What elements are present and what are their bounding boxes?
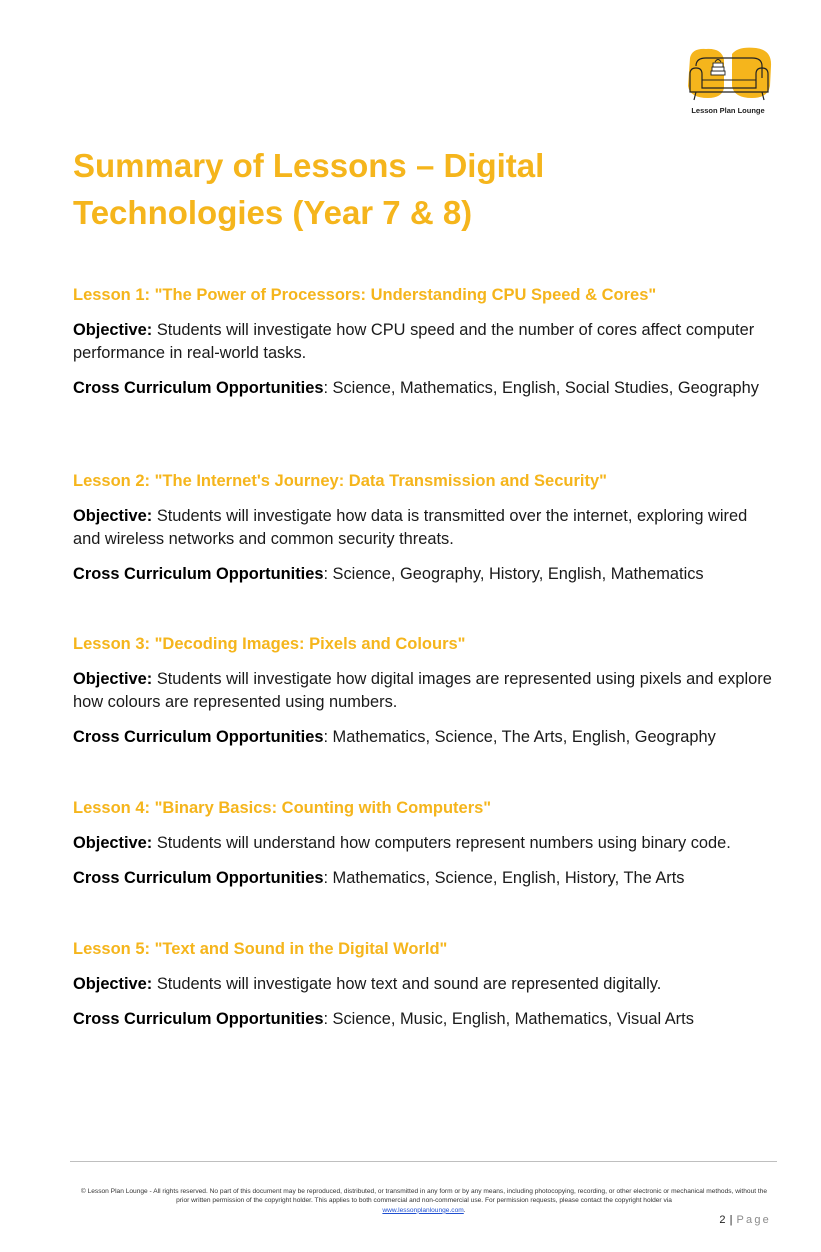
cross-curriculum-text: : Science, Geography, History, English, Mathematics: [323, 565, 704, 583]
cross-curriculum-text: : Mathematics, Science, The Arts, English, Geography: [323, 728, 716, 746]
objective-label: Objective:: [73, 975, 153, 993]
lesson-heading: Lesson 3: "Decoding Images: Pixels and Colours": [73, 635, 466, 653]
logo-brand-name: Lesson Plan Lounge: [691, 106, 765, 115]
footer-divider: [70, 1161, 777, 1162]
lesson-cross-curriculum: [73, 726, 773, 749]
cross-curriculum-text: : Science, Music, English, Mathematics, Visual Arts: [323, 1010, 694, 1028]
page-number: [719, 1214, 771, 1226]
lesson-objective: [73, 973, 773, 996]
lesson-section: [73, 634, 773, 749]
cross-curriculum-label: Cross Curriculum Opportunities: [73, 869, 324, 887]
lesson-section: [73, 471, 773, 586]
lesson-cross-curriculum: [73, 1008, 773, 1031]
objective-text: Students will investigate how text and sound are represented digitally.: [156, 975, 662, 993]
lesson-objective: [73, 832, 773, 855]
lesson-heading: Lesson 1: "The Power of Processors: Understanding CPU Speed & Cores": [73, 286, 657, 304]
copyright-text: © Lesson Plan Lounge - All rights reserved. No part of this document may be reproduced, distributed, or transmitted in any form or by any means, including photocopying, recording, or other electronic or mechanical methods, without the prior written permission of the copyright holder. This applies to both commercial and non-commercial use. For permission requests, please contact the copyright holder via: [80, 1188, 768, 1205]
objective-label: Objective:: [73, 670, 153, 688]
cross-curriculum-label: Cross Curriculum Opportunities: [73, 565, 324, 583]
lesson-cross-curriculum: [73, 867, 773, 890]
sofa-logo-icon: [682, 44, 774, 106]
objective-text: Students will investigate how CPU speed and the number of cores affect computer performance in real-world tasks.: [73, 321, 755, 362]
lesson-heading: Lesson 5: "Text and Sound in the Digital World": [73, 940, 448, 958]
page-title: Summary of Lessons – Digital Technologies (Year 7 & 8): [73, 147, 545, 231]
cross-curriculum-label: Cross Curriculum Opportunities: [73, 728, 324, 746]
objective-label: Objective:: [73, 507, 153, 525]
copyright-period: .: [463, 1206, 466, 1214]
cross-curriculum-text: : Mathematics, Science, English, History, The Arts: [323, 869, 685, 887]
lesson-section: [73, 939, 773, 1031]
page-label: Page: [736, 1214, 771, 1226]
lesson-section: [73, 285, 773, 400]
lesson-heading: Lesson 2: "The Internet's Journey: Data Transmission and Security": [73, 472, 607, 490]
lesson-objective: [73, 319, 773, 365]
lesson-objective: [73, 668, 773, 714]
page-separator: |: [729, 1214, 733, 1226]
brand-logo: [676, 44, 780, 118]
objective-label: Objective:: [73, 834, 153, 852]
lesson-cross-curriculum: [73, 563, 773, 586]
objective-text: Students will understand how computers represent numbers using binary code.: [156, 834, 731, 852]
objective-text: Students will investigate how digital images are represented using pixels and explore how colours are represented using numbers.: [73, 670, 772, 711]
copyright-notice: [78, 1187, 770, 1215]
lesson-section: [73, 798, 773, 890]
objective-text: Students will investigate how data is transmitted over the internet, exploring wired and wireless networks and common security threats.: [73, 507, 748, 548]
website-link[interactable]: www.lessonplanlounge.com: [382, 1206, 464, 1214]
page-number-value: 2: [719, 1214, 726, 1226]
objective-label: Objective:: [73, 321, 153, 339]
cross-curriculum-label: Cross Curriculum Opportunities: [73, 379, 324, 397]
cross-curriculum-label: Cross Curriculum Opportunities: [73, 1010, 324, 1028]
lesson-objective: [73, 505, 773, 551]
cross-curriculum-text: : Science, Mathematics, English, Social Studies, Geography: [323, 379, 759, 397]
lesson-heading: Lesson 4: "Binary Basics: Counting with Computers": [73, 799, 492, 817]
lesson-cross-curriculum: [73, 377, 773, 400]
